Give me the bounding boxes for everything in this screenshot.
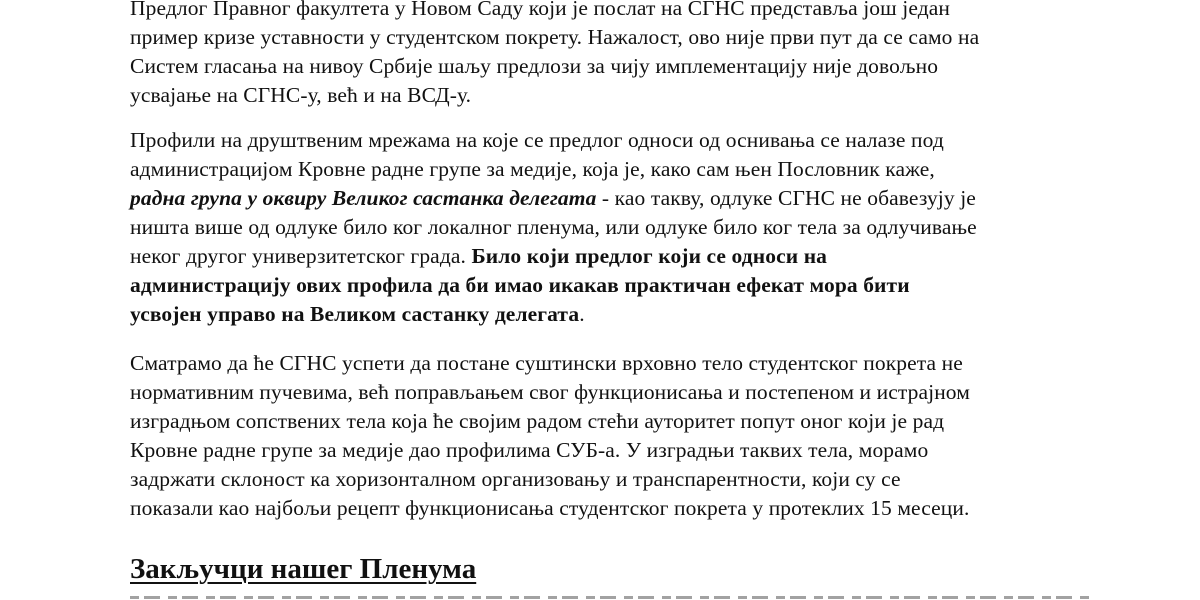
bold-statement: усвојен управо на Великом састанку делегата [130, 302, 580, 326]
paragraph-line: нормативним пучевима, већ поправљањем свог функционисања и постепеном и истрајном [130, 380, 970, 404]
paragraph-line [130, 184, 1090, 213]
cut-off-text-glyphs [130, 596, 1090, 599]
paragraph-line: Систем гласања на нивоу Србије шаљу предлози за чију имплементацију није довољно [130, 54, 939, 78]
paragraph-line: показали као најбољи рецепт функционисања студентског покрета у протеклих 15 месеци. [130, 496, 970, 520]
paragraph-line: Сматрамо да ће СГНС успети да постане суштински врховно тело студентског покрета не [130, 351, 963, 375]
paragraph-line [130, 300, 1090, 329]
emphasized-phrase: радна група у оквиру Великог састанка делегата [130, 186, 597, 210]
paragraph-social-media-profiles [130, 126, 1090, 329]
paragraph-line: пример кризе уставности у студентском покрету. Нажалост, ово није први пут да се само на [130, 25, 980, 49]
line-end: . [579, 302, 585, 326]
paragraph-line: ништа више од одлуке било ког локалног пленума, или одлуке било ког тела за одлучивање [130, 215, 977, 239]
paragraph-line: Кровне радне групе за медије дао профилима СУБ-а. У изградњи таквих тела, морамо [130, 438, 929, 462]
paragraph-sgns-conclusion [130, 349, 1090, 523]
paragraph-line: задржати склоност ка хоризонталном организовању и транспарентности, који су се [130, 467, 901, 491]
section-heading: Закључци нашег Пленума [130, 553, 477, 585]
paragraph-line [130, 242, 1090, 271]
paragraph-line: Предлог Правног факултета у Новом Саду који је послат на СГНС представља још један [130, 0, 950, 20]
cut-off-text-line [130, 594, 1090, 600]
line-continuation: - као такву, одлуке СГНС не обавезују је [596, 186, 976, 210]
bold-statement-line: администрацију ових профила да би имао икакав практичан ефекат мора бити [130, 273, 910, 297]
line-start: неког другог универзитетског града. [130, 244, 472, 268]
paragraph-line: изградњом сопствених тела која ће својим радом стећи ауторитет попут оног који је рад [130, 409, 945, 433]
bold-statement: Било који предлог који се односи на [471, 244, 828, 268]
paragraph-line: усвајање на СГНС-у, већ и на ВСД-у. [130, 83, 472, 107]
paragraph-line: Профили на друштвеним мрежама на које се предлог односи од оснивања се налазе под [130, 128, 944, 152]
paragraph-line: администрацијом Кровне радне групе за медије, која је, како сам њен Пословник каже, [130, 157, 935, 181]
paragraph-law-faculty-proposal [130, 0, 1090, 110]
